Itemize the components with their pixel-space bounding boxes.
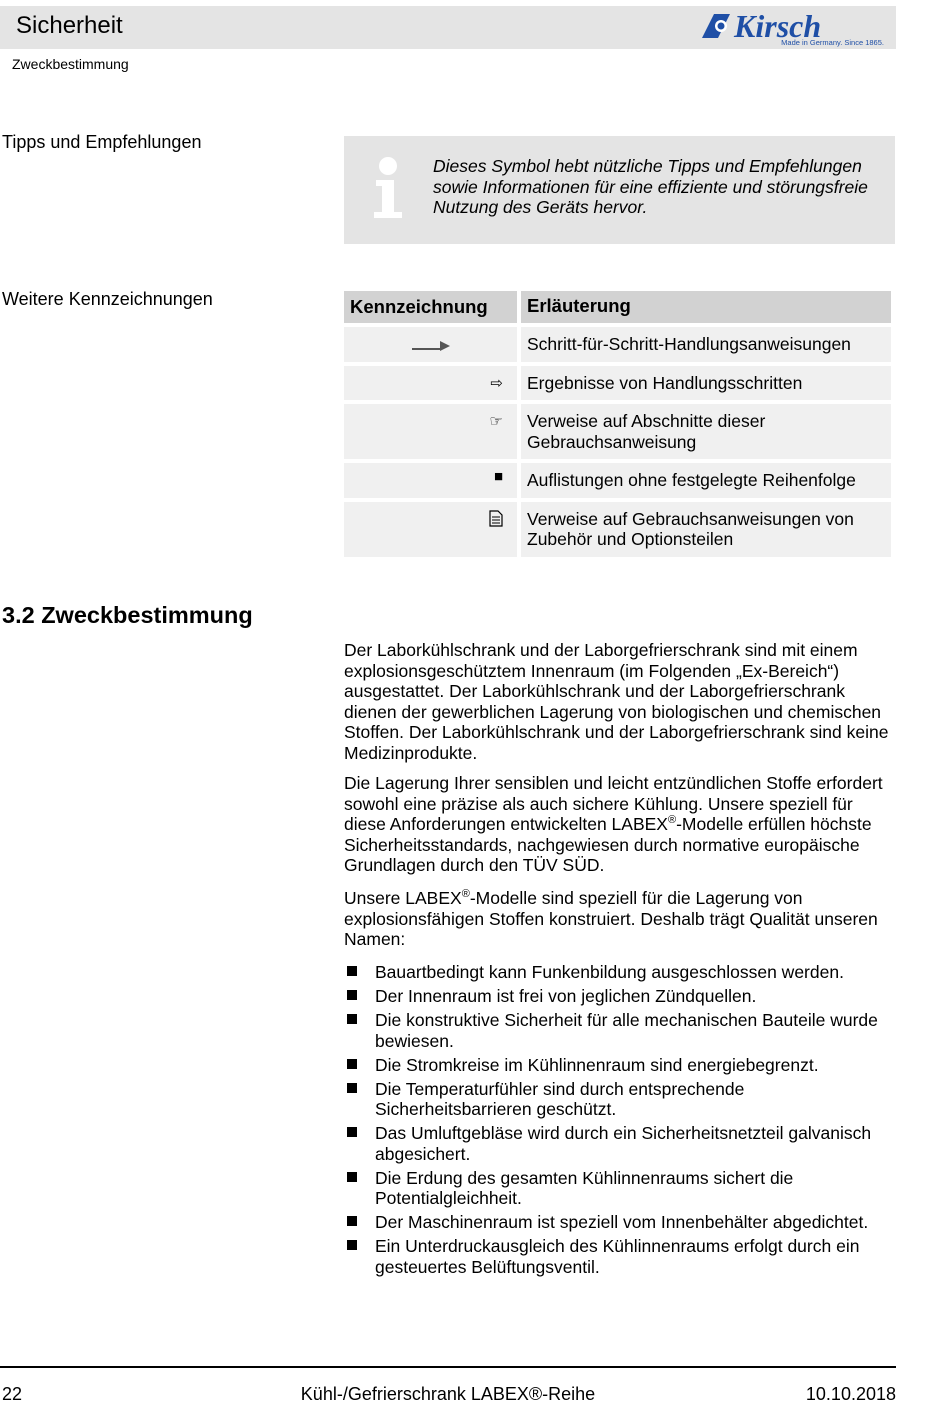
list-item: Der Innenraum ist frei von jeglichen Zündquellen.: [344, 986, 896, 1007]
logo-tagline: Made in Germany. Since 1865.: [781, 38, 884, 47]
table-cell: Schritt-für-Schritt-Handlungsanweisungen: [521, 327, 891, 362]
page-title: Sicherheit: [16, 12, 123, 39]
table-cell: Verweise auf Abschnitte dieser Gebrauchsanweisung: [521, 404, 891, 459]
list-item: Die Stromkreise im Kühlinnenraum sind energiebegrenzt.: [344, 1055, 896, 1076]
paragraph-2: Die Lagerung Ihrer sensiblen und leicht entzündlichen Stoffe erfordert sowohl eine präzise als auch sichere Kühlung. Unsere speziell für diese Anforderungen entwickelten LABEX®-Modelle erfüllen höchste Sicherheitsstandards, nachgewiesen durch normative europäische Grundlagen durch den TÜV SÜD.: [344, 773, 883, 875]
col-header-explanation: Erläuterung: [521, 291, 891, 323]
list-item: Die konstruktive Sicherheit für alle mechanischen Bauteile wurde bewiesen.: [344, 1010, 896, 1051]
result-arrow-icon: ⇨: [490, 374, 503, 392]
list-item: Das Umluftgebläse wird durch ein Sicherheitsnetzteil galvanisch abgesichert.: [344, 1123, 896, 1164]
square-bullet-icon: [347, 1127, 357, 1137]
square-bullet-icon: [347, 1216, 357, 1226]
square-bullet-icon: [347, 990, 357, 1000]
section-title: 3.2 Zweckbestimmung: [2, 602, 253, 628]
table-row: [344, 463, 895, 498]
table-row: [344, 366, 895, 401]
square-bullet-icon: [347, 1172, 357, 1182]
marks-table: [344, 291, 895, 561]
tip-text: Dieses Symbol hebt nützliche Tipps und Empfehlungen sowie Informationen für eine effiziente und störungsfreie Nutzung des Geräts hervor.: [433, 156, 868, 217]
table-cell: Verweise auf Gebrauchsanweisungen von Zubehör und Optionsteilen: [521, 502, 891, 557]
logo-wordmark: Kirsch: [734, 8, 822, 44]
list-item: Die Erdung des gesamten Kühlinnenraums sichert die Potentialgleichheit.: [344, 1168, 896, 1209]
table-row: [344, 502, 895, 557]
feature-list: [344, 962, 896, 1281]
document-icon: [489, 510, 503, 527]
table-cell: Auflistungen ohne festgelegte Reihenfolge: [521, 463, 891, 498]
table-cell: Ergebnisse von Handlungsschritten: [521, 366, 891, 401]
page-number: 22: [2, 1384, 23, 1404]
square-bullet-icon: ■: [493, 468, 503, 485]
paragraph-1: Der Laborkühlschrank und der Laborgefrierschrank sind mit einem explosionsgeschütztem Innenraum (im Folgenden „Ex-Bereich“) ausgestattet. Der Laborkühlschrank und der Laborgefrierschrank dienen der gewerblichen Lagerung von biologischen und chemischen Stoffen. Der Laborkühlschrank und der Laborgefrierschrank sind keine Medizinprodukte.: [344, 640, 889, 763]
square-bullet-icon: [347, 1014, 357, 1024]
table-header: [344, 291, 895, 323]
kirsch-logo: [700, 8, 894, 48]
col-header-mark: Kennzeichnung: [344, 291, 517, 323]
hand-pointer-icon: ☞: [489, 413, 503, 430]
paragraph-3: Unsere LABEX®-Modelle sind speziell für die Lagerung von explosionsfähigen Stoffen konstruiert. Deshalb trägt Qualität unseren Namen:: [344, 888, 878, 949]
page-subtitle: Zweckbestimmung: [12, 56, 129, 72]
list-item: Ein Unterdruckausgleich des Kühlinnenraums erfolgt durch ein gesteuertes Belüftungsventil.: [344, 1236, 896, 1277]
list-item: Der Maschinenraum ist speziell vom Innenbehälter abgedichtet.: [344, 1212, 896, 1233]
marks-label: Weitere Kennzeichnungen: [2, 289, 213, 309]
square-bullet-icon: [347, 1083, 357, 1093]
footer-divider: [0, 1366, 896, 1368]
table-row: [344, 327, 895, 362]
document-title: Kühl-/Gefrierschrank LABEX®-Reihe: [300, 1384, 596, 1404]
table-row: [344, 404, 895, 459]
arrow-step-icon: [412, 339, 452, 353]
list-item: Die Temperaturfühler sind durch entsprechende Sicherheitsbarrieren geschützt.: [344, 1079, 896, 1120]
info-icon: [370, 156, 406, 220]
square-bullet-icon: [347, 966, 357, 976]
list-item: Bauartbedingt kann Funkenbildung ausgeschlossen werden.: [344, 962, 896, 983]
document-date: 10.10.2018: [805, 1384, 896, 1404]
square-bullet-icon: [347, 1240, 357, 1250]
square-bullet-icon: [347, 1059, 357, 1069]
tips-label: Tipps und Empfehlungen: [2, 132, 202, 152]
